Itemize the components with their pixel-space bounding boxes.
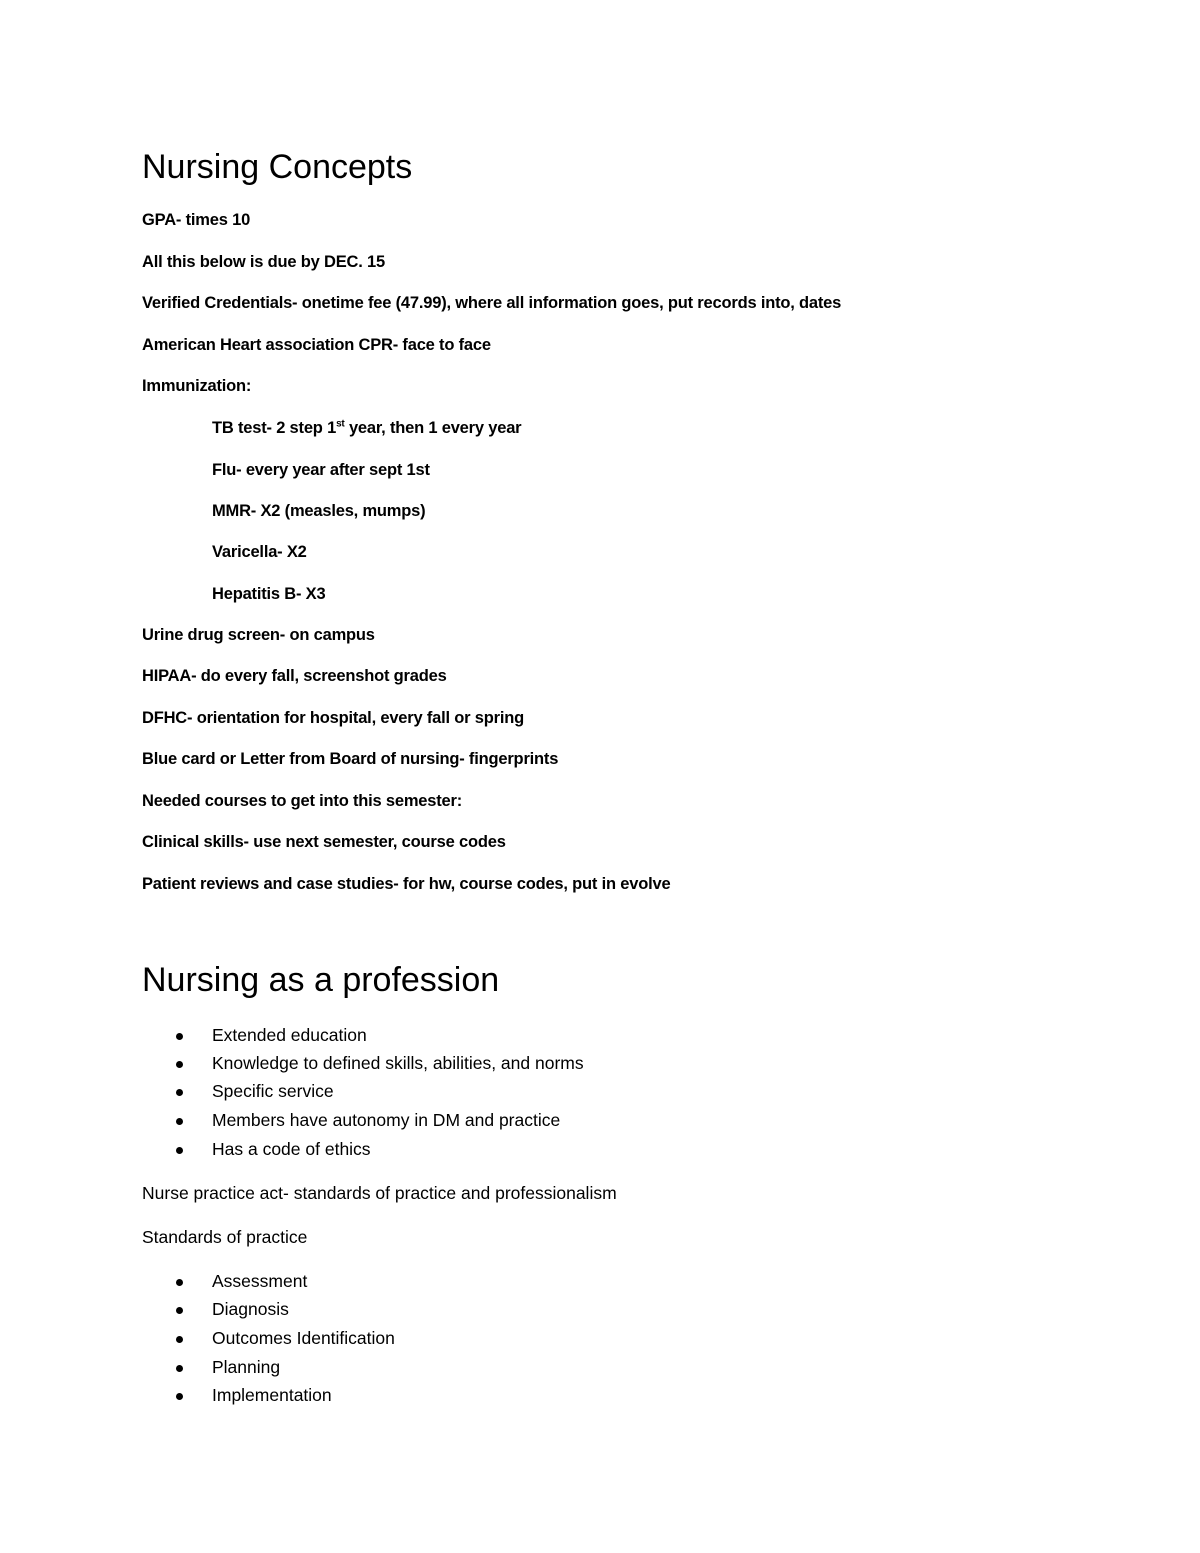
- note-line: DFHC- orientation for hospital, every fall or spring: [142, 709, 524, 727]
- list-item-text: Outcomes Identification: [212, 1328, 395, 1348]
- nurse-practice-act: Nurse practice act- standards of practice and professionalism: [142, 1183, 617, 1203]
- note-line: Urine drug screen- on campus: [142, 626, 375, 644]
- bullet-icon: [176, 1307, 183, 1314]
- standards-heading: Standards of practice: [142, 1227, 308, 1247]
- section-title-nursing-profession: Nursing as a profession: [142, 961, 500, 999]
- list-item-text: Knowledge to defined skills, abilities, and norms: [212, 1053, 584, 1073]
- bullet-icon: [176, 1147, 183, 1154]
- tb-prefix: TB test- 2 step 1: [212, 419, 337, 437]
- immunization-varicella: Varicella- X2: [212, 543, 307, 561]
- immunization-tb: [212, 420, 521, 437]
- section-title-nursing-concepts: Nursing Concepts: [142, 148, 413, 186]
- list-item-text: Extended education: [212, 1025, 367, 1045]
- note-line: Blue card or Letter from Board of nursing- fingerprints: [142, 750, 559, 768]
- note-line: Immunization:: [142, 377, 252, 395]
- bullet-icon: [176, 1033, 183, 1040]
- note-line: Clinical skills- use next semester, course codes: [142, 833, 506, 851]
- list-item-text: Specific service: [212, 1081, 334, 1101]
- list-item-text: Assessment: [212, 1271, 308, 1291]
- list-item-text: Diagnosis: [212, 1299, 289, 1319]
- bullet-icon: [176, 1118, 183, 1125]
- immunization-mmr: MMR- X2 (measles, mumps): [212, 502, 426, 520]
- list-item-text: Members have autonomy in DM and practice: [212, 1110, 561, 1130]
- bullet-icon: [176, 1279, 183, 1286]
- note-line: American Heart association CPR- face to face: [142, 336, 491, 354]
- note-line: Patient reviews and case studies- for hw, course codes, put in evolve: [142, 875, 671, 893]
- tb-ordinal: st: [336, 418, 345, 430]
- tb-suffix: year, then 1 every year: [344, 419, 522, 437]
- immunization-flu: Flu- every year after sept 1st: [212, 461, 430, 479]
- bullet-icon: [176, 1336, 183, 1343]
- note-line: GPA- times 10: [142, 211, 251, 229]
- note-line: Needed courses to get into this semester:: [142, 792, 463, 810]
- note-line: Verified Credentials- onetime fee (47.99), where all information goes, put records into, dates: [142, 294, 842, 312]
- note-line: HIPAA- do every fall, screenshot grades: [142, 667, 447, 685]
- bullet-icon: [176, 1393, 183, 1400]
- list-item-text: Implementation: [212, 1385, 332, 1405]
- bullet-icon: [176, 1365, 183, 1372]
- list-item-text: Has a code of ethics: [212, 1139, 371, 1159]
- bullet-icon: [176, 1061, 183, 1068]
- list-item-text: Planning: [212, 1357, 281, 1377]
- immunization-hepatitis: Hepatitis B- X3: [212, 585, 326, 603]
- bullet-icon: [176, 1089, 183, 1096]
- note-line: All this below is due by DEC. 15: [142, 253, 385, 271]
